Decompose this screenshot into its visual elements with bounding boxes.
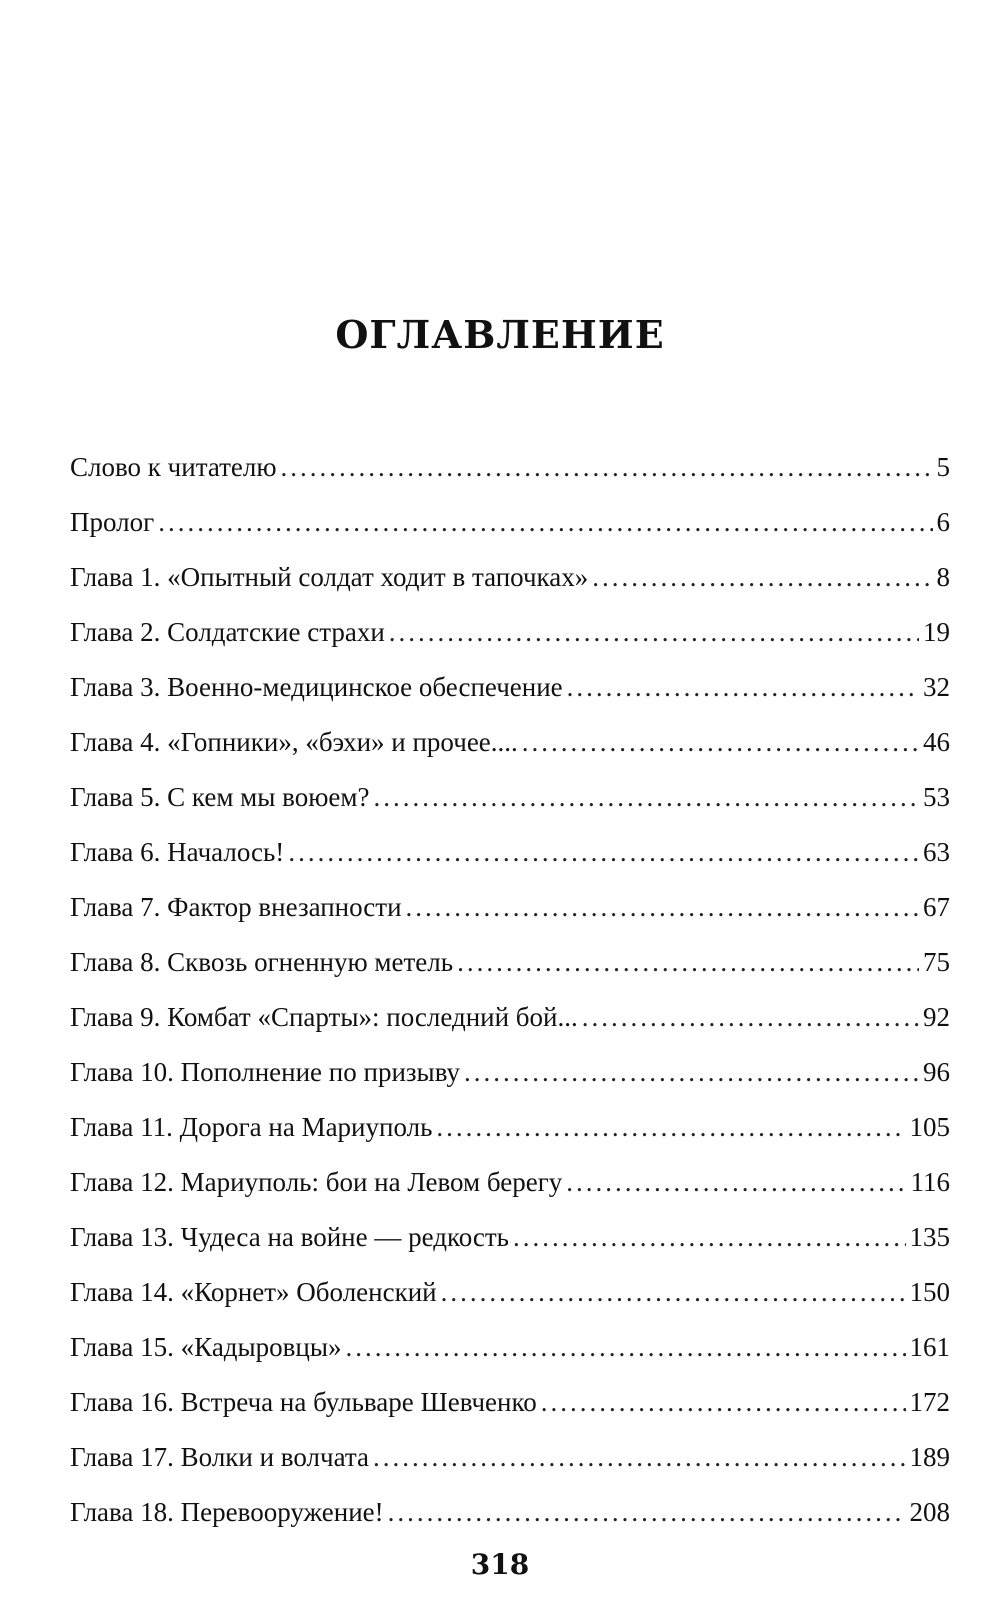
toc-leader-dots <box>541 1375 906 1430</box>
toc-entry <box>70 770 950 825</box>
toc-list <box>70 440 950 1540</box>
toc-leader-dots <box>373 770 919 825</box>
toc-entry-page: 67 <box>923 892 950 922</box>
toc-entry-page: 46 <box>923 727 950 757</box>
toc-entry <box>70 1430 950 1485</box>
toc-entry-page: 135 <box>909 1222 950 1252</box>
toc-leader-dots <box>566 1155 906 1210</box>
toc-leader-dots <box>464 1045 919 1100</box>
toc-entry-page: 63 <box>923 837 950 867</box>
toc-entry-label: Глава 16. Встреча на бульваре Шевченко <box>70 1387 537 1417</box>
toc-leader-dots <box>457 935 919 990</box>
toc-entry-page: 150 <box>909 1277 950 1307</box>
toc-entry-page: 75 <box>923 947 950 977</box>
toc-entry-page: 32 <box>923 672 950 702</box>
toc-entry <box>70 440 950 495</box>
toc-entry-page: 208 <box>909 1497 950 1527</box>
toc-leader-dots <box>582 990 919 1045</box>
toc-entry-page: 116 <box>910 1167 950 1197</box>
toc-entry <box>70 715 950 770</box>
toc-entry <box>70 1045 950 1100</box>
toc-entry <box>70 935 950 990</box>
toc-entry <box>70 550 950 605</box>
toc-leader-dots <box>288 825 919 880</box>
toc-leader-dots <box>567 660 919 715</box>
toc-leader-dots <box>158 495 932 550</box>
toc-entry-label: Глава 3. Военно-медицинское обеспечение <box>70 672 563 702</box>
toc-leader-dots <box>388 1485 906 1540</box>
toc-entry-label: Глава 18. Перевооружение! <box>70 1497 384 1527</box>
toc-entry-label: Глава 10. Пополнение по призыву <box>70 1057 461 1087</box>
toc-entry-label: Глава 2. Солдатские страхи <box>70 617 385 647</box>
toc-entry-page: 96 <box>923 1057 950 1087</box>
toc-entry <box>70 880 950 935</box>
toc-leader-dots <box>441 1265 906 1320</box>
toc-entry-page: 105 <box>909 1112 950 1142</box>
toc-entry-label: Глава 9. Комбат «Спарты»: последний бой... <box>70 1002 578 1032</box>
toc-leader-dots <box>436 1100 905 1155</box>
toc-entry-label: Глава 11. Дорога на Мариуполь <box>70 1112 433 1142</box>
toc-leader-dots <box>346 1320 906 1375</box>
toc-entry-label: Глава 6. Началось! <box>70 837 285 867</box>
toc-entry-label: Глава 17. Волки и волчата <box>70 1442 369 1472</box>
toc-entry <box>70 495 950 550</box>
toc-entry-page: 19 <box>923 617 950 647</box>
toc-entry <box>70 605 950 660</box>
toc-entry-page: 189 <box>909 1442 950 1472</box>
toc-entry <box>70 1320 950 1375</box>
toc-entry <box>70 1210 950 1265</box>
toc-leader-dots <box>406 880 919 935</box>
toc-entry-page: 53 <box>923 782 950 812</box>
toc-entry-page: 161 <box>909 1332 950 1362</box>
toc-leader-dots <box>373 1430 906 1485</box>
toc-entry-label: Глава 7. Фактор внезапности <box>70 892 402 922</box>
toc-leader-dots <box>389 605 919 660</box>
toc-entry-label: Пролог <box>70 507 155 537</box>
toc-entry <box>70 1100 950 1155</box>
toc-entry-label: Глава 13. Чудеса на войне — редкость <box>70 1222 509 1252</box>
toc-entry <box>70 660 950 715</box>
toc-entry-label: Глава 12. Мариуполь: бои на Левом берегу <box>70 1167 563 1197</box>
toc-entry-page: 172 <box>909 1387 950 1417</box>
toc-leader-dots <box>281 440 933 495</box>
toc-entry-page: 6 <box>936 507 950 537</box>
toc-entry-label: Глава 14. «Корнет» Оболенский <box>70 1277 437 1307</box>
toc-entry-label: Глава 8. Сквозь огненную метель <box>70 947 454 977</box>
toc-entry <box>70 1485 950 1540</box>
toc-title: ОГЛАВЛЕНИЕ <box>335 312 665 357</box>
toc-leader-dots <box>592 550 932 605</box>
toc-entry <box>70 1155 950 1210</box>
toc-entry-label: Глава 15. «Кадыровцы» <box>70 1332 342 1362</box>
toc-entry-label: Слово к читателю <box>70 452 277 482</box>
toc-entry-label: Глава 1. «Опытный солдат ходит в тапочках» <box>70 562 589 592</box>
toc-entry-page: 8 <box>936 562 950 592</box>
toc-entry <box>70 1265 950 1320</box>
toc-entry <box>70 990 950 1045</box>
toc-entry-label: Глава 5. С кем мы воюем? <box>70 782 370 812</box>
toc-entry <box>70 1375 950 1430</box>
toc-entry <box>70 825 950 880</box>
toc-leader-dots <box>513 1210 906 1265</box>
toc-entry-page: 92 <box>923 1002 950 1032</box>
toc-entry-page: 5 <box>936 452 950 482</box>
toc-leader-dots <box>522 715 919 770</box>
page-number: 318 <box>470 1548 530 1581</box>
toc-entry-label: Глава 4. «Гопники», «бэхи» и прочее.... <box>70 727 518 757</box>
